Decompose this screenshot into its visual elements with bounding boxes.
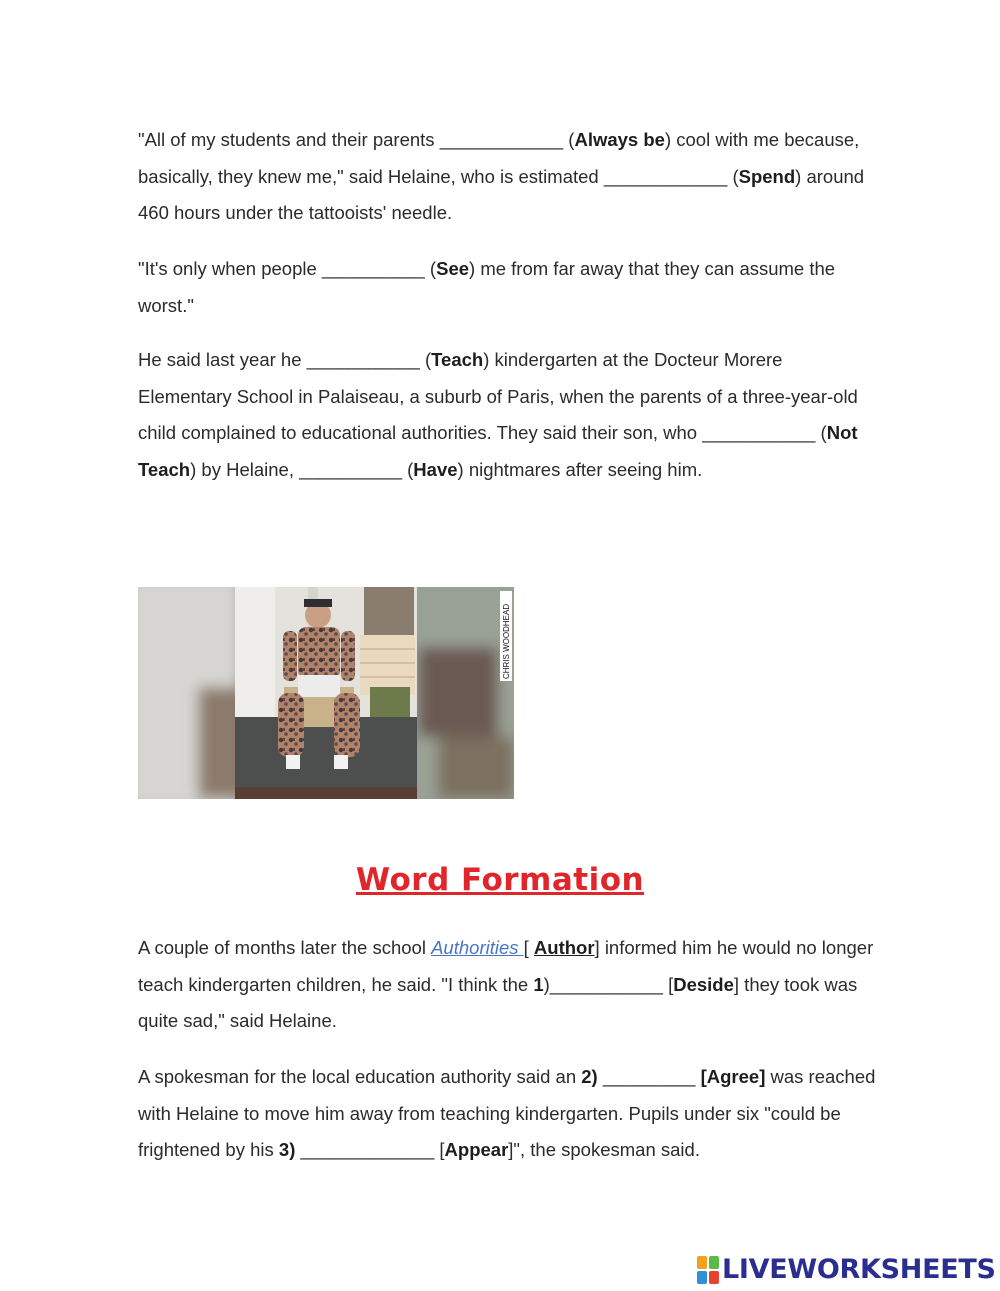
tattooed-teacher-photo <box>138 587 514 799</box>
text-run: ]", the spokesman said. <box>508 1139 700 1160</box>
answer-blank[interactable]: _____________ [ <box>295 1139 445 1160</box>
liveworksheets-logo <box>697 1254 996 1286</box>
verb-hint: Spend <box>738 165 796 187</box>
verb-hint: See <box>436 258 470 279</box>
root-word-hint: Author <box>533 937 595 958</box>
text-run: was reached with Helaine to move him away from teaching kindergarten. Pupils under six "could be frightened by his <box>138 1066 876 1160</box>
root-word-hint: [Agree] <box>700 1066 766 1087</box>
paragraph-4 <box>138 930 878 1040</box>
verb-hint: Teach <box>431 349 484 370</box>
text-run: ] informed him he would no longer teach kindergarten children, he said. "I think the <box>138 937 874 995</box>
verb-hint: Have <box>413 458 458 480</box>
paragraph-2 <box>138 251 878 324</box>
photo-credit: CHRIS WOODHEAD <box>502 603 511 679</box>
example-answer-link[interactable]: Authorities <box>431 937 524 958</box>
root-word-hint: Appear <box>444 1139 509 1160</box>
text-run: "It's only when people __________ ( <box>138 258 437 279</box>
text-run: "All of my students and their parents ____________ ( <box>138 129 575 150</box>
text-run: ) around 460 hours under the tattooists' needle. <box>138 165 865 223</box>
question-number: 2) <box>581 1066 598 1087</box>
liveworksheets-logo-icon <box>697 1256 719 1284</box>
text-run: ] they took was quite sad," said Helaine. <box>138 973 858 1031</box>
text-run: ) kindergarten at the Docteur Morere Elementary School in Palaiseau, a suburb of Paris, when the parents of a three-year-old child complained to educational authorities. They said their son, who ___________ ( <box>138 349 858 443</box>
paragraph-1 <box>138 122 878 232</box>
liveworksheets-logo-text: LIVEWORKSHEETS <box>722 1254 996 1285</box>
paragraph-5 <box>138 1059 878 1169</box>
answer-blank[interactable]: _________ <box>597 1066 701 1087</box>
answer-blank[interactable]: )___________ [ <box>543 973 674 995</box>
text-run: ) cool with me because, basically, they knew me," said Helaine, who is estimated ____________ ( <box>138 129 860 187</box>
text-run: A couple of months later the school <box>138 937 432 958</box>
verb-hint: Always be <box>574 129 665 150</box>
text-run: ) nightmares after seeing him. <box>457 458 703 480</box>
text-run: ) me from far away that they can assume the worst." <box>138 258 836 316</box>
section-heading: Word Formation <box>355 862 645 898</box>
text-run: [ <box>523 937 534 958</box>
root-word-hint: Deside <box>673 973 734 995</box>
verb-hint: Not Teach <box>138 422 858 480</box>
text-run: A spokesman for the local education authority said an <box>138 1066 582 1087</box>
question-number: 1 <box>533 973 544 995</box>
question-number: 3) <box>278 1139 296 1160</box>
text-run: ) by Helaine, __________ ( <box>190 458 414 480</box>
text-run: He said last year he ___________ ( <box>138 349 432 370</box>
paragraph-3 <box>138 342 878 488</box>
